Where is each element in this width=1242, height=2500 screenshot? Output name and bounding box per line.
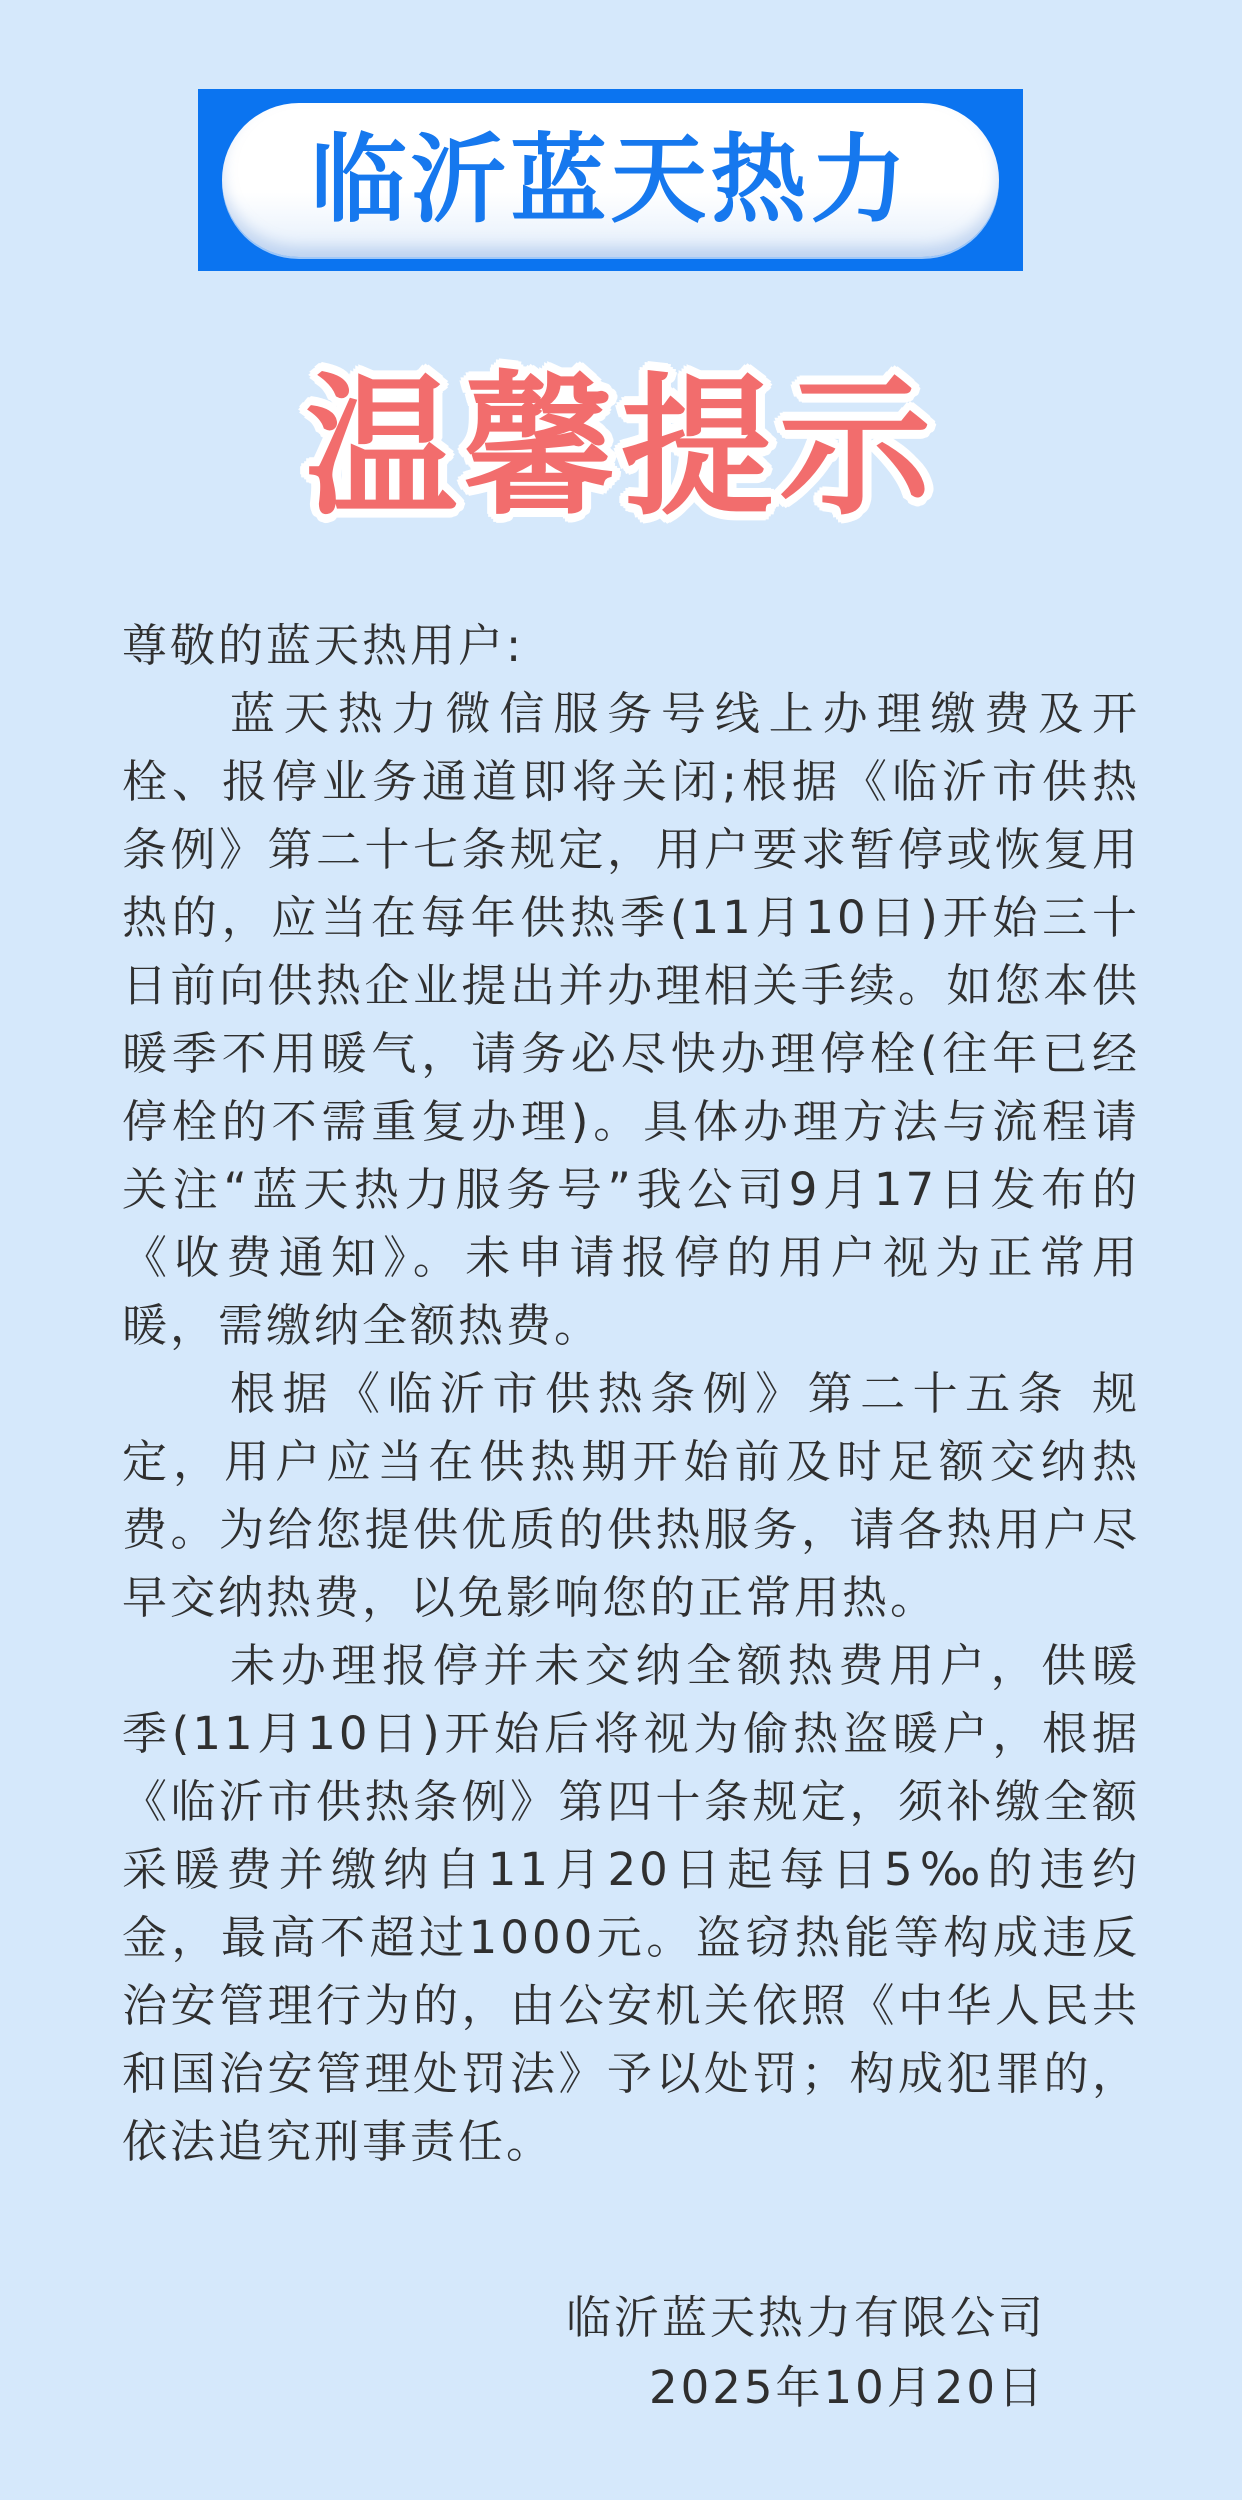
company-logo-title: 临沂蓝天热力 [310, 124, 911, 236]
signature-company: 临沂蓝天热力有限公司 [565, 2291, 1046, 2344]
paragraph-2: 根据《临沂市供热条例》第二十五条 规定，用户应当在供热期开始前及时足额交纳热费。为给您提供优质的供热服务，请各热用户尽早交纳热费，以免影响您的正常用热。 [122, 1367, 1140, 1624]
signature-date: 2025年10月20日 [648, 2361, 1046, 2414]
paragraph-1: 蓝天热力微信服务号线上办理缴费及开栓、报停业务通道即将关闭;根据《临沂市供热条例》第二十七条规定，用户要求暂停或恢复用热的，应当在每年供热季(11月10日)开始三十日前向供热企业提出并办理相关手续。如您本供暖季不用暖气，请务必尽快办理停栓(往年已经停栓的不需重复办理)。具体办理方法与流程请关注“蓝天热力服务号”我公司9月17日发布的《收费通知》。未申请报停的用户视为正常用暖，需缴纳全额热费。 [122, 687, 1140, 1352]
paragraph-3: 未办理报停并未交纳全额热费用户，供暖季(11月10日)开始后将视为偷热盗暖户，根据《临沂市供热条例》第四十条规定，须补缴全额采暖费并缴纳自11月20日起每日5‰的违约金，最高不超过1000元。盗窃热能等构成违反治安管理行为的，由公安机关依照《中华人民共和国治安管理处罚法》予以处罚；构成犯罪的，依法追究刑事责任。 [122, 1639, 1140, 2168]
salutation: 尊敬的蓝天热用户: [122, 619, 525, 672]
header-pill [222, 103, 999, 257]
notice-heading: 温馨提示 [305, 359, 937, 536]
signature-block [566, 2283, 1046, 2423]
header-banner [198, 89, 1023, 271]
notice-body [122, 612, 1140, 2176]
